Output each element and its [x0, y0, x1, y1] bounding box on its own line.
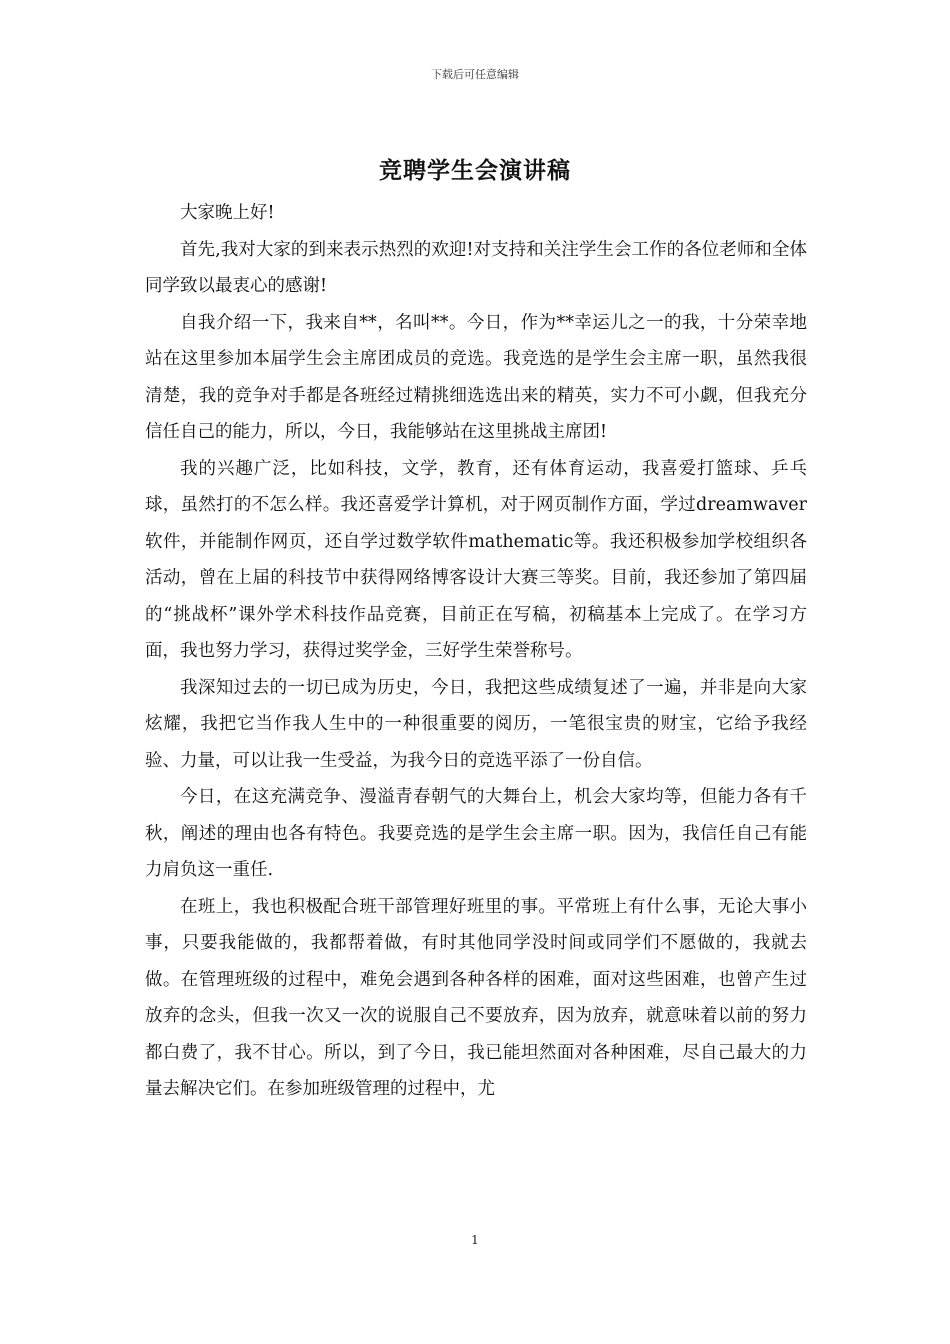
paragraph: 在班上，我也积极配合班干部管理好班里的事。平常班上有什么事，无论大事小事，只要我能做的，我都帮着做，有时其他同学没时间或同学们不愿做的，我就去做。在管理班级的过程中，难免会遇到各种各样的困难，面对这些困难，也曾产生过放弃的念头，但我一次又一次的说服自己不要放弃，因为放弃，就意味着以前的努力都白费了，我不甘心。所以，到了今日，我已能坦然面对各种困难，尽自己最大的力量去解决它们。在参加班级管理的过程中，尤 [145, 896, 807, 1099]
paragraph: 首先,我对大家的到来表示热烈的欢迎!对支持和关注学生会工作的各位老师和全体同学致以最衷心的感谢! [145, 239, 807, 296]
paragraph: 今日，在这充满竞争、漫溢青春朝气的大舞台上，机会大家均等，但能力各有千秋，阐述的理由也各有特色。我要竞选的是学生会主席一职。因为，我信任自己有能力肩负这一重任. [145, 787, 807, 880]
document-title: 竞聘学生会演讲稿 [379, 157, 571, 184]
paragraph: 我深知过去的一切已成为历史，今日，我把这些成绩复述了一遍，并非是向大家炫耀，我把它当作我人生中的一种很重要的阅历，一笔很宝贵的财宝，它给予我经验、力量，可以让我一生受益，为我今日的竞选平添了一份自信。 [145, 677, 807, 771]
page-number: 1 [471, 1233, 479, 1247]
document-body [145, 195, 807, 1108]
paragraph-greeting: 大家晚上好! [180, 203, 275, 223]
paragraph: 我的兴趣广泛，比如科技，文学，教育，还有体育运动，我喜爱打篮球、乒乓球，虽然打的不怎么样。我还喜爱学计算机，对于网页制作方面，学过dreamwaver软件，并能制作网页，还自学过数学软件mathematic等。我还积极参加学校组织各活动，曾在上届的科技节中获得网络博客设计大赛三等奖。目前，我还参加了第四届的“挑战杯”课外学术科技作品竞赛，目前正在写稿，初稿基本上完成了。在学习方面，我也努力学习，获得过奖学金，三好学生荣誉称号。 [145, 458, 807, 661]
paragraph: 自我介绍一下，我来自**，名叫**。今日，作为**幸运儿之一的我，十分荣幸地站在这里参加本届学生会主席团成员的竞选。我竞选的是学生会主席一职，虽然我很清楚，我的竞争对手都是各班经过精挑细选选出来的精英，实力不可小觑，但我充分信任自己的能力，所以，今日，我能够站在这里挑战主席团! [145, 312, 807, 442]
header-note: 下载后可任意编辑 [431, 68, 519, 81]
